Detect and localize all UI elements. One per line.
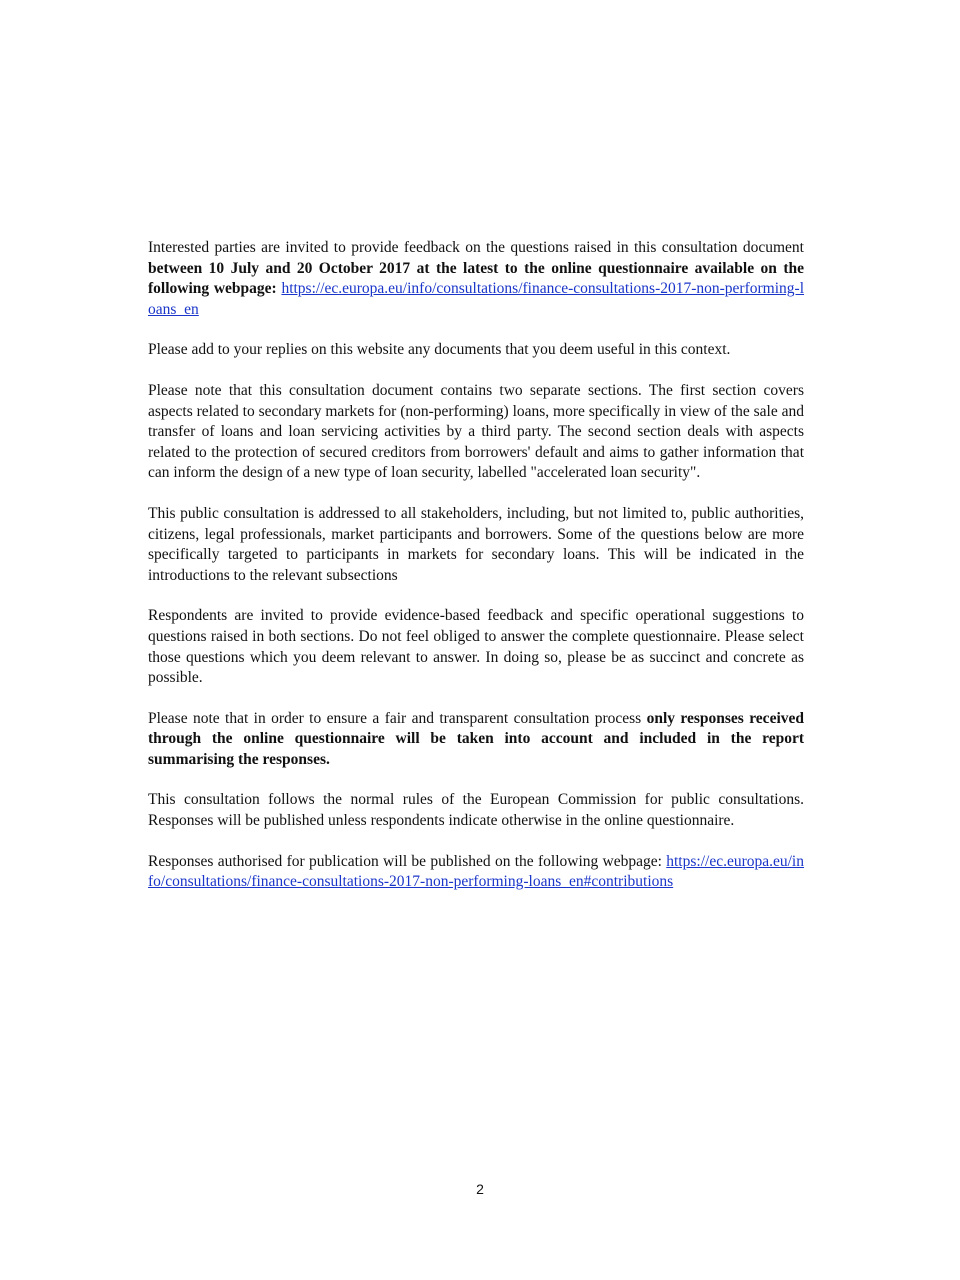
contributions-link[interactable]: https://ec.europa.eu/info/consultations/finance-consultations-2017-non-performing-loans_en#contributions <box>148 852 804 891</box>
paragraph-respondents: Respondents are invited to provide evidence-based feedback and specific operational suggestions to questions raised in both sections. Do not feel obliged to answer the complete questionnaire. Please select those questions which you deem relevant to answer. In doing so, please be as succinct and concrete as possible. <box>148 607 804 687</box>
paragraph-sections: Please note that this consultation document contains two separate sections. The first section covers aspects related to secondary markets for (non-performing) loans, more specifically in view of the sale and transfer of loans and loan servicing activities by a third party. The second section deals with aspects related to the protection of secured creditors from borrowers' default and aims to gather information that can inform the design of a new type of loan security, labelled "accelerated loan security". <box>148 381 804 482</box>
consultation-process-text: Please note that in order to ensure a fair and transparent consultation process <box>148 709 647 727</box>
questionnaire-link[interactable]: https://ec.europa.eu/info/consultations/finance-consultations-2017-non-performing-loans_en <box>148 280 804 318</box>
paragraph-documents: Please add to your replies on this website any documents that you deem useful in this context. <box>148 341 731 359</box>
paragraph-publication <box>148 852 804 893</box>
feedback-invitation-text: Interested parties are invited to provide feedback on the questions raised in this consultation document <box>148 239 804 256</box>
paragraph-normal-rules: This consultation follows the normal rules of the European Commission for public consultations. Responses will be published unless respondents indicate otherwise in the online questionnaire. <box>148 791 804 830</box>
feedback-deadline-text: between 10 July and 20 October 2017 at the latest to the online questionnaire available on the following webpage: <box>148 259 804 298</box>
page-body <box>148 238 804 913</box>
paragraph-consultation-process <box>148 709 804 771</box>
publication-text: Responses authorised for publication will be published on the following webpage: <box>148 852 667 870</box>
page-number: 2 <box>476 1181 484 1197</box>
paragraph-stakeholders: This public consultation is addressed to all stakeholders, including, but not limited to, public authorities, citizens, legal professionals, market participants and borrowers. Some of the questions below are more specifically targeted to participants in markets for secondary loans. This will be indicated in the introductions to the relevant subsections <box>148 504 804 584</box>
online-only-notice: only responses received through the online questionnaire will be taken into account and included in the report summarising the responses. <box>148 709 804 768</box>
paragraph-feedback-invitation <box>148 238 804 320</box>
